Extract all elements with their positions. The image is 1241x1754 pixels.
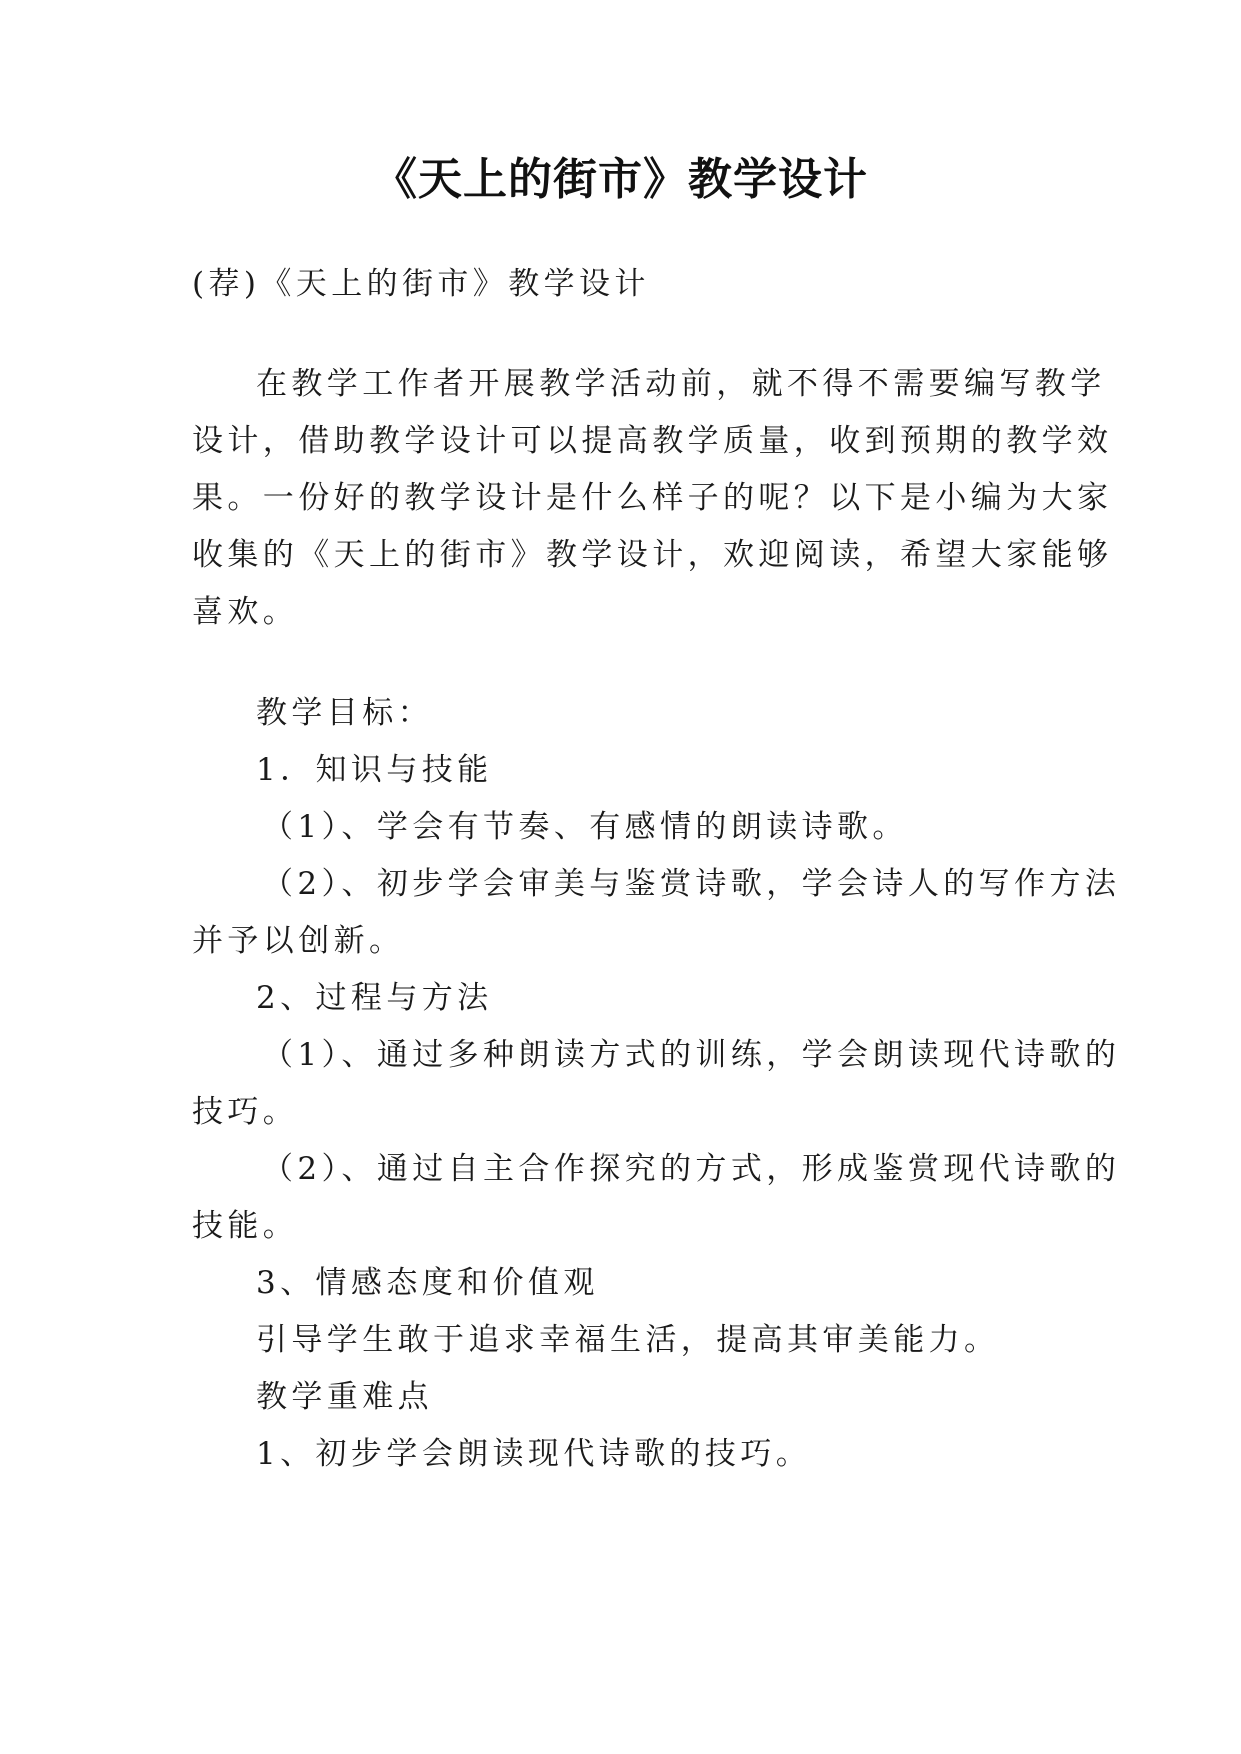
section3-heading: 3、情感态度和价值观 <box>256 1265 599 1301</box>
intro-line-2: 设计，借助教学设计可以提高教学质量，收到预期的教学效 <box>192 423 1113 459</box>
intro-line-1: 在教学工作者开展教学活动前，就不得不需要编写教学 <box>256 366 1106 402</box>
intro-line-4: 收集的《天上的街市》教学设计，欢迎阅读，希望大家能够 <box>192 537 1113 573</box>
section1-item1: （1）、学会有节奏、有感情的朗读诗歌。 <box>262 809 908 845</box>
difficulty-heading: 教学重难点 <box>256 1379 433 1415</box>
section2-item2-line1: （2）、通过自主合作探究的方式，形成鉴赏现代诗歌的 <box>262 1151 1121 1187</box>
document-title: 《天上的街市》教学设计 <box>373 154 868 205</box>
intro-line-3: 果。一份好的教学设计是什么样子的呢？以下是小编为大家 <box>192 480 1113 516</box>
section3-text: 引导学生敢于追求幸福生活，提高其审美能力。 <box>256 1322 1000 1358</box>
difficulty-item1: 1、初步学会朗读现代诗歌的技巧。 <box>256 1436 812 1472</box>
section2-item1-line1: （1）、通过多种朗读方式的训练，学会朗读现代诗歌的 <box>262 1037 1121 1073</box>
section1-item2-line2: 并予以创新。 <box>192 923 405 959</box>
section2-item2-line2: 技能。 <box>192 1208 299 1244</box>
section1-heading: 1．知识与技能 <box>256 752 493 788</box>
section2-heading: 2、过程与方法 <box>256 980 493 1016</box>
section2-item1-line2: 技巧。 <box>192 1094 299 1130</box>
document-subtitle: (荐)《天上的街市》教学设计 <box>192 266 650 302</box>
intro-line-5: 喜欢。 <box>192 594 299 630</box>
objectives-heading: 教学目标： <box>256 695 433 731</box>
section1-item2-line1: （2）、初步学会审美与鉴赏诗歌，学会诗人的写作方法 <box>262 866 1121 902</box>
